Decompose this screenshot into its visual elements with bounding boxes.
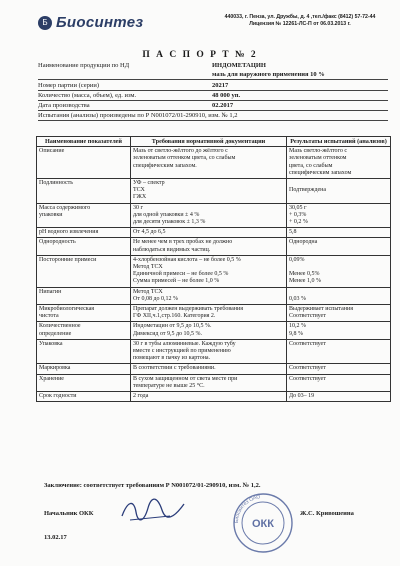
indicator-name: Нипагин <box>37 287 131 304</box>
indicator-name: Подлинность <box>37 179 131 204</box>
address-line: 440033, г. Пенза, ул. Дружбы, д. 4 ,тел./факс (8412) 57-72-44 <box>224 14 376 20</box>
requirement: 4-хлорбензойная кислота – не более 0,5 % Метод ТСХ Единичной примеси – не более 0,5 % Сумма примесей – не более 1,0 % <box>131 255 287 287</box>
meta-row <box>38 62 388 71</box>
test-result: Соответствует <box>287 364 391 374</box>
signature-date: 13.02.17 <box>44 534 67 541</box>
meta-row <box>38 112 388 121</box>
indicator-name: Описание <box>37 147 131 179</box>
meta-row <box>38 82 388 91</box>
underline <box>38 79 388 80</box>
handwritten-signature <box>118 496 188 524</box>
column-header: Наименование показателей <box>37 137 131 147</box>
requirement: В сухом защищенном от света месте при температуре не выше 25 °С. <box>131 374 287 391</box>
meta-label: Номер партии (серии) <box>38 82 100 89</box>
column-header: Результаты испытаний (анализов) <box>287 137 391 147</box>
indicator-name: Однородность <box>37 238 131 255</box>
table-row <box>37 255 391 287</box>
indicator-name: Маркировка <box>37 364 131 374</box>
test-result: Соответствует <box>287 339 391 364</box>
test-result: 0,03 % <box>287 287 391 304</box>
company-address <box>210 14 390 27</box>
company-logo <box>38 14 143 31</box>
indicator-name: Срок годности <box>37 392 131 402</box>
table-row <box>37 147 391 179</box>
logo-text: Биосинтез <box>56 14 144 31</box>
table-row <box>37 203 391 228</box>
signatory-title: Начальник ОКК <box>44 510 94 517</box>
requirement: 2 года <box>131 392 287 402</box>
stamp-ring-text: Биосинтез ОАО <box>233 494 261 524</box>
requirement: Метод ТСХ От 0,08 до 0,12 % <box>131 287 287 304</box>
signatory-name: Ж.С. Кривошеина <box>300 510 354 517</box>
requirement: Не менее чем в трех пробах не должно наблюдаться видимых частиц. <box>131 238 287 255</box>
requirement: 30 г для одной упаковки ± 4 % для десяти упаковок ± 1,3 % <box>131 203 287 228</box>
meta-value: 02.2017 <box>212 102 234 109</box>
requirement: Препарат должен выдерживать требования ГФ XII,ч.1,стр.160. Категория 2. <box>131 305 287 322</box>
requirement: Мазь от светло-жёлтого до жёлтого с зеленоватым оттенком цвета, со слабым специфическим запахом. <box>131 147 287 179</box>
requirement: 30 г в тубы алюминиевые. Каждую тубу вместе с инструкцией по применению помещают в пачку из картона. <box>131 339 287 364</box>
table-row <box>37 305 391 322</box>
meta-value: 48 000 уп. <box>212 92 241 99</box>
requirement: УФ – спектр ТСХ ГЖХ <box>131 179 287 204</box>
meta-label: Количество (масса, объем), ед. изм. <box>38 92 137 99</box>
underline <box>38 110 388 111</box>
table-row <box>37 364 391 374</box>
meta-value: 20217 <box>212 82 229 89</box>
indicator-name: Масса содержимого упаковки <box>37 203 131 228</box>
table-row <box>37 179 391 204</box>
test-result: Выдерживает испытания Соответствует <box>287 305 391 322</box>
meta-row <box>38 92 388 101</box>
indicator-name: Упаковка <box>37 339 131 364</box>
table-row <box>37 374 391 391</box>
underline <box>38 90 388 91</box>
table-row <box>37 322 391 339</box>
requirement: От 4,5 до 6,5 <box>131 228 287 238</box>
test-result: 5,8 <box>287 228 391 238</box>
meta-value: мазь для наружного применения 10 % <box>212 71 325 78</box>
test-result: Подтверждена <box>287 179 391 204</box>
license-line: Лицензия № 12261-ЛС-П от 06.03.2013 г. <box>249 20 351 27</box>
indicator-name: pH водного извлечения <box>37 228 131 238</box>
indicator-name: Посторонние примеси <box>37 255 131 287</box>
table-row <box>37 238 391 255</box>
document-title: П А С П О Р Т № 2 <box>142 50 258 60</box>
meta-value: ИНДОМЕТАЦИН <box>212 62 266 69</box>
table-row <box>37 392 391 402</box>
requirement: В соответствии с требованиями. <box>131 364 287 374</box>
meta-label: Наименование продукции по НД <box>38 62 130 69</box>
meta-label: Испытания (анализы) произведены по Р N001072/01-290910, изм. № 1,2 <box>38 112 238 119</box>
indicator-name: Микробиологическая чистота <box>37 305 131 322</box>
indicator-name: Количественное определение <box>37 322 131 339</box>
specification-table <box>36 136 391 402</box>
table-row <box>37 287 391 304</box>
table-row <box>37 228 391 238</box>
test-result: 0,09% Менее 0,5% Менее 1,0 % <box>287 255 391 287</box>
test-result: 10,2 % 9,8 % <box>287 322 391 339</box>
stamp-center-text: ОКК <box>252 518 274 530</box>
requirement: Индометацин от 9,5 до 10,5 %. Димексид от 9,5 до 10,5 %. <box>131 322 287 339</box>
table-row <box>37 339 391 364</box>
underline <box>38 120 388 121</box>
conclusion-text: Заключение: соответствует требованиям Р N001072/01-290910, изм. № 1,2. <box>44 482 261 489</box>
test-result: 30,05 г + 0,3% + 0,2 % <box>287 203 391 228</box>
test-result: Мазь светло-жёлтого с зеленоватым оттенком цвета, со слабым специфическим запахом <box>287 147 391 179</box>
meta-label: Дата производства <box>38 102 90 109</box>
test-result: Соответствует <box>287 374 391 391</box>
indicator-name: Хранение <box>37 374 131 391</box>
test-result: Однородна <box>287 238 391 255</box>
okk-stamp <box>232 492 294 554</box>
logo-mark-icon: Б <box>38 16 52 30</box>
meta-row <box>38 71 388 80</box>
meta-row <box>38 102 388 111</box>
underline <box>38 100 388 101</box>
column-header: Требования нормативной документации <box>131 137 287 147</box>
test-result: До 03– 19 <box>287 392 391 402</box>
table-header-row <box>37 137 391 147</box>
